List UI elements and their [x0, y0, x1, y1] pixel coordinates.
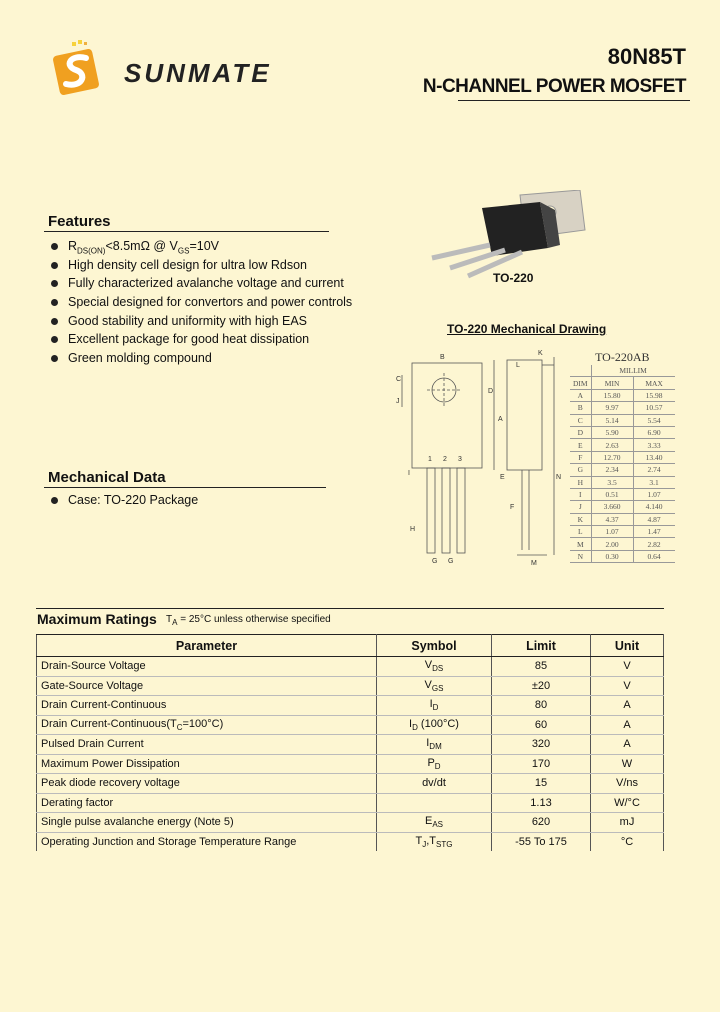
dimension-cell: K: [570, 513, 591, 525]
table-row: [37, 832, 664, 851]
limit-cell: 320: [492, 735, 591, 755]
dimension-cell: D: [570, 426, 591, 438]
dimension-cell: 3.5: [591, 476, 633, 488]
dim-label-e: E: [500, 474, 505, 481]
unit-cell: A: [591, 715, 664, 735]
table-row: [37, 676, 664, 696]
pin-label-3: 3: [458, 456, 462, 463]
dimension-cell: 2.74: [633, 464, 675, 476]
parameter-cell: Maximum Power Dissipation: [37, 754, 377, 774]
table-row: [37, 696, 664, 716]
dimension-cell: 0.51: [591, 488, 633, 500]
dimension-cell: C: [570, 414, 591, 426]
dim-label-f: F: [510, 504, 515, 511]
dimension-row: [570, 389, 675, 401]
feature-item: Excellent package for good heat dissipation: [48, 330, 352, 349]
dimension-row: [570, 501, 675, 513]
parameter-cell: Derating factor: [37, 793, 377, 813]
feature-item: Green molding compound: [48, 349, 352, 368]
maximum-ratings-table: [36, 634, 664, 851]
dimension-cell: G: [570, 464, 591, 476]
dimension-cell: A: [570, 389, 591, 401]
parameter-cell: Drain Current-$Continuous(T_C=100^\circ C)$: [37, 715, 377, 735]
feature-item: Special designed for convertors and power controls: [48, 293, 352, 312]
dimension-row: [570, 439, 675, 451]
dimension-cell: 13.40: [633, 451, 675, 463]
dimension-table-title: TO-220AB: [595, 350, 650, 364]
dimension-cell: 2.63: [591, 439, 633, 451]
dim-label-d: D: [488, 388, 494, 395]
symbol-cell: $I_D$ (100°C): [377, 715, 492, 735]
dim-label-m: M: [531, 560, 537, 567]
table-row: [37, 754, 664, 774]
dimension-row: [570, 402, 675, 414]
brand-name: SUNMATE: [124, 58, 272, 88]
symbol-cell: $I_D$: [377, 696, 492, 716]
dimension-cell: 15.80: [591, 389, 633, 401]
package-label: TO-220: [493, 271, 534, 285]
dimension-cell: 15.98: [633, 389, 675, 401]
dimension-table: [570, 350, 675, 563]
dimension-cell: H: [570, 476, 591, 488]
table-row: [37, 657, 664, 677]
dimension-cell: 2.34: [591, 464, 633, 476]
dimension-cell: 2.00: [591, 538, 633, 550]
dimension-cell: 4.37: [591, 513, 633, 525]
dimension-cell: M: [570, 538, 591, 550]
table-row: [37, 774, 664, 794]
dimension-cell: 5.90: [591, 426, 633, 438]
feature-item: $R_{DS(ON)}<8.5m\Omega$ @ $V_{GS}=10V$: [48, 237, 352, 256]
dimension-row: [570, 538, 675, 550]
dimension-row: [570, 550, 675, 562]
dimension-cell: 9.97: [591, 402, 633, 414]
dimension-cell: F: [570, 451, 591, 463]
dimension-cell: 1.07: [633, 488, 675, 500]
parameter-cell: Pulsed Drain Current: [37, 735, 377, 755]
unit-cell: A: [591, 735, 664, 755]
limit-cell: 1.13: [492, 793, 591, 813]
unit-cell: W/°C: [591, 793, 664, 813]
dimension-cell: L: [570, 526, 591, 538]
parameter-cell: Peak diode recovery voltage: [37, 774, 377, 794]
symbol-cell: [377, 793, 492, 813]
mechanical-drawing-title: TO-220 Mechanical Drawing: [447, 322, 607, 336]
product-subtitle: N-CHANNEL POWER MOSFET: [422, 76, 686, 97]
dimension-cell: 3.33: [633, 439, 675, 451]
dimension-row: [570, 476, 675, 488]
parameter-cell: Single pulse avalanche energy (Note 5): [37, 813, 377, 833]
dimension-cell: N: [570, 550, 591, 562]
dimension-row: [570, 414, 675, 426]
parameter-cell: Drain Current-Continuous: [37, 696, 377, 716]
features-list: [48, 237, 352, 368]
limit-cell: 80: [492, 696, 591, 716]
features-rule: [44, 231, 329, 232]
unit-cell: V: [591, 657, 664, 677]
maximum-ratings-body: [37, 657, 664, 852]
dimension-row: [570, 513, 675, 525]
symbol-cell: $I_{DM}$: [377, 735, 492, 755]
limit-cell: 60: [492, 715, 591, 735]
dimension-header-cell: DIM: [570, 377, 591, 389]
column-header-parameter: Parameter: [37, 635, 377, 657]
table-row: [37, 735, 664, 755]
unit-cell: W: [591, 754, 664, 774]
dimension-cell: 0.64: [633, 550, 675, 562]
mechanical-data-rule: [44, 487, 326, 488]
unit-cell: mJ: [591, 813, 664, 833]
features-title: Features: [48, 213, 111, 230]
parameter-cell: Gate-Source Voltage: [37, 676, 377, 696]
dimension-cell: 4.87: [633, 513, 675, 525]
dimension-cell: B: [570, 402, 591, 414]
dim-label-n: N: [556, 474, 562, 481]
dimension-row: [570, 426, 675, 438]
dimension-cell: 6.90: [633, 426, 675, 438]
dim-label-b: B: [440, 354, 445, 361]
dimension-cell: 5.14: [591, 414, 633, 426]
dimension-cell: 3.1: [633, 476, 675, 488]
dimension-header-cell: MAX: [633, 377, 675, 389]
column-header-limit: Limit: [492, 635, 591, 657]
table-row: [37, 793, 664, 813]
symbol-cell: $V_{GS}$: [377, 676, 492, 696]
dimension-cell: 12.70: [591, 451, 633, 463]
dimension-row: [570, 526, 675, 538]
mechanical-data-list: [48, 491, 198, 510]
feature-item: Fully characterized avalanche voltage and current: [48, 274, 352, 293]
column-header-symbol: Symbol: [377, 635, 492, 657]
table-row: [37, 813, 664, 833]
dim-label-l: L: [516, 362, 520, 369]
dimension-cell: 1.47: [633, 526, 675, 538]
limit-cell: 15: [492, 774, 591, 794]
dimension-cell: 2.82: [633, 538, 675, 550]
dimension-cell: I: [570, 488, 591, 500]
symbol-cell: $P_D$: [377, 754, 492, 774]
dimension-row: [570, 451, 675, 463]
symbol-cell: dv/dt: [377, 774, 492, 794]
dim-label-g2: G: [448, 558, 454, 565]
ratings-top-rule: [36, 608, 664, 609]
table-row: [37, 715, 664, 735]
unit-cell: V/ns: [591, 774, 664, 794]
dim-label-j: J: [396, 398, 400, 405]
symbol-cell: $T_J,T_{STG}$: [377, 832, 492, 851]
pin-label-2: 2: [443, 456, 447, 463]
dimension-row: [570, 488, 675, 500]
maximum-ratings-title: Maximum Ratings: [37, 611, 157, 627]
dimension-cell: 0.30: [591, 550, 633, 562]
dimension-row: [570, 464, 675, 476]
feature-item: Good stability and uniformity with high EAS: [48, 312, 352, 331]
pin-label-1: 1: [428, 456, 432, 463]
limit-cell: 620: [492, 813, 591, 833]
dim-label-k: K: [538, 350, 543, 357]
symbol-cell: $V_{DS}$: [377, 657, 492, 677]
unit-cell: °C: [591, 832, 664, 851]
mechanical-data-title: Mechanical Data: [48, 469, 166, 486]
limit-cell: 170: [492, 754, 591, 774]
dim-label-g1: G: [432, 558, 438, 565]
dim-label-a: A: [498, 416, 503, 423]
limit-cell: ±20: [492, 676, 591, 696]
to220-package-image: [420, 190, 620, 280]
unit-cell: A: [591, 696, 664, 716]
dimension-cell: 10.57: [633, 402, 675, 414]
parameter-cell: Operating Junction and Storage Temperature Range: [37, 832, 377, 851]
dimension-cell: 4.140: [633, 501, 675, 513]
unit-cell: V: [591, 676, 664, 696]
dimension-cell: E: [570, 439, 591, 451]
dimension-cell: 1.07: [591, 526, 633, 538]
header-rule: [458, 100, 690, 101]
symbol-cell: $E_{AS}$: [377, 813, 492, 833]
dimension-cell: 5.54: [633, 414, 675, 426]
limit-cell: 85: [492, 657, 591, 677]
dimension-header-cell: MIN: [591, 377, 633, 389]
logo-mark-icon: [52, 40, 99, 96]
dim-label-h: H: [410, 526, 416, 533]
column-header-unit: Unit: [591, 635, 664, 657]
dim-label-c: C: [396, 376, 402, 383]
dimension-cell: 3.660: [591, 501, 633, 513]
mechanical-data-item: Case: TO-220 Package: [48, 491, 198, 510]
feature-item: High density cell design for ultra low Rdson: [48, 256, 352, 275]
part-number: 80N85T: [607, 44, 686, 69]
dimension-table-body: [570, 389, 675, 562]
limit-cell: -55 To 175: [492, 832, 591, 851]
dimension-cell: J: [570, 501, 591, 513]
dimension-unit: MILLIM: [591, 365, 675, 377]
dim-label-i: I: [408, 470, 410, 477]
maximum-ratings-note: $T_A = 25^\circ C$ unless otherwise specified: [166, 614, 331, 627]
parameter-cell: Drain-Source Voltage: [37, 657, 377, 677]
